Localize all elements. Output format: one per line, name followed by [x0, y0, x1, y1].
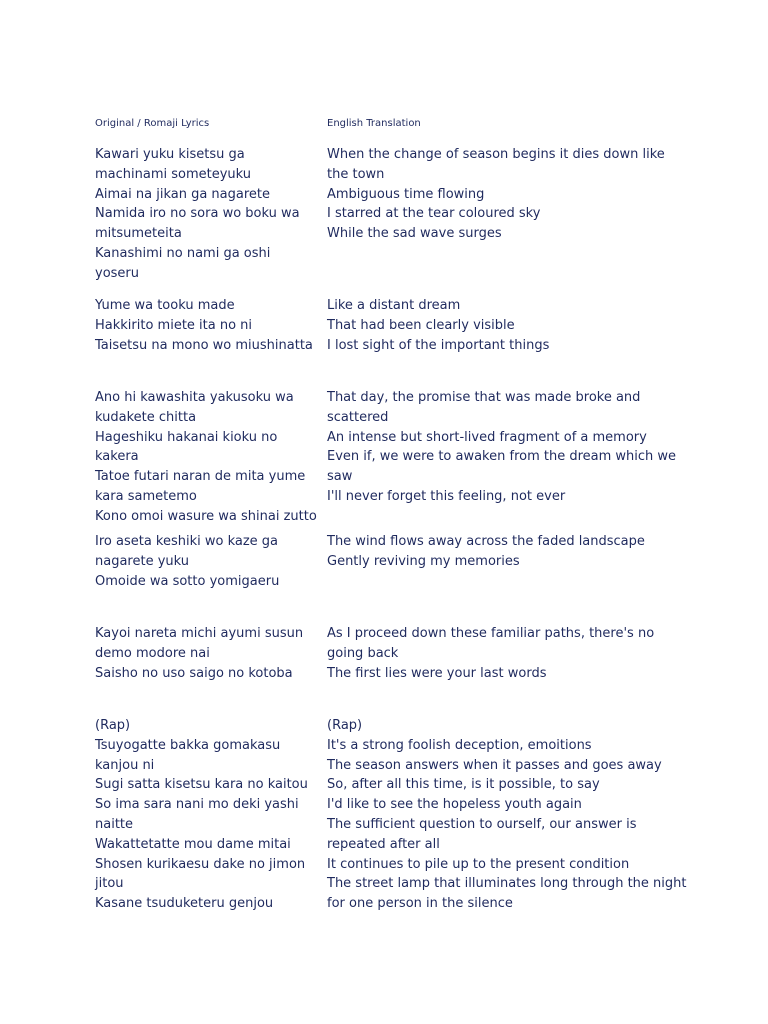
original-line: Iro aseta keshiki wo kaze ga nagarete yuku: [95, 534, 279, 569]
original-lyrics: [95, 716, 317, 914]
translation-line: An intense but short-lived fragment of a memory: [327, 429, 647, 445]
translation-line: The season answers when it passes and goes away: [327, 757, 662, 773]
translation-line: Ambiguous time flowing: [327, 186, 485, 202]
translated-lyrics: [327, 532, 687, 572]
translation-line: The first lies were your last words: [327, 665, 547, 681]
original-line: Kayoi nareta michi ayumi susun demo modore nai: [95, 626, 304, 661]
translation-line: So, after all this time, is it possible, to say: [327, 777, 600, 793]
translation-line: Gently reviving my memories: [327, 553, 520, 569]
original-line: Sugi satta kisetsu kara no kaitou: [95, 777, 308, 793]
translated-lyrics: [327, 716, 687, 914]
original-lyrics: [95, 532, 317, 591]
stanza: [95, 532, 695, 624]
original-line: Hakkirito miete ita no ni: [95, 317, 253, 333]
original-lyrics: [95, 624, 317, 683]
stanza: [95, 296, 695, 388]
translated-lyrics: [327, 624, 687, 683]
original-line: Ano hi kawashita yakusoku wa kudakete chitta: [95, 390, 294, 425]
stanza: [95, 388, 695, 532]
original-line: Namida iro no sora wo boku wa mitsumeteita: [95, 206, 300, 242]
stanza: [95, 145, 695, 296]
translation-line: (Rap): [327, 718, 363, 733]
translation-line: While the sad wave surges: [327, 226, 502, 242]
original-column-header: Original / Romaji Lyrics: [95, 118, 210, 129]
original-line: Shosen kurikaesu dake no jimon jitou: [95, 856, 306, 892]
original-line: Aimai na jikan ga nagarete: [95, 186, 271, 202]
translation-line: It continues to pile up to the present condition: [327, 856, 630, 872]
translation-line: Even if, we were to awaken from the dream which we saw: [327, 449, 677, 485]
translated-lyrics: [327, 145, 687, 244]
translation-line: The sufficient question to ourself, our answer is repeated after all: [327, 816, 637, 852]
translation-line: I'd like to see the hopeless youth again: [327, 797, 582, 813]
original-line: (Rap): [95, 718, 131, 733]
original-line: Taisetsu na mono wo miushinatta: [95, 337, 313, 353]
translation-line: I lost sight of the important things: [327, 337, 550, 353]
original-line: Tsuyogatte bakka gomakasu kanjou ni: [95, 737, 281, 773]
original-line: Wakattetatte mou dame mitai: [95, 836, 291, 852]
original-line: Kanashimi no nami ga oshi yoseru: [95, 245, 271, 281]
translated-lyrics: [327, 296, 687, 355]
stanza: [95, 716, 695, 926]
original-line: Hageshiku hakanai kioku no kakera: [95, 429, 278, 465]
original-line: So ima sara nani mo deki yashi naitte: [95, 797, 299, 832]
translation-column-header: English Translation: [327, 118, 421, 129]
stanza: [95, 624, 695, 716]
translation-line: That had been clearly visible: [327, 317, 515, 333]
translation-line: It's a strong foolish deception, emoitions: [327, 737, 592, 753]
original-lyrics: [95, 296, 317, 355]
translation-line: As I proceed down these familiar paths, there's no going back: [327, 626, 655, 661]
original-line: Omoide wa sotto yomigaeru: [95, 573, 280, 589]
translation-line: That day, the promise that was made broke and scattered: [327, 390, 641, 425]
original-lyrics: [95, 145, 317, 284]
original-line: Tatoe futari naran de mita yume kara sametemo: [95, 469, 306, 504]
stanza-list: [95, 145, 695, 926]
translated-lyrics: [327, 388, 687, 507]
translation-line: I starred at the tear coloured sky: [327, 206, 541, 222]
translation-line: The street lamp that illuminates long through the night for one person in the silence: [327, 876, 687, 912]
translation-line: The wind flows away across the faded landscape: [327, 534, 645, 549]
original-line: Saisho no uso saigo no kotoba: [95, 665, 293, 681]
translation-line: When the change of season begins it dies down like the town: [327, 147, 665, 182]
translation-line: Like a distant dream: [327, 298, 461, 313]
original-line: Yume wa tooku made: [95, 298, 235, 313]
original-line: Kasane tsuduketeru genjou: [95, 896, 274, 912]
original-lyrics: [95, 388, 317, 527]
translation-line: I'll never forget this feeling, not ever: [327, 488, 566, 504]
original-line: Kawari yuku kisetsu ga machinami someteyuku: [95, 147, 252, 182]
original-line: Kono omoi wasure wa shinai zutto: [95, 508, 317, 524]
